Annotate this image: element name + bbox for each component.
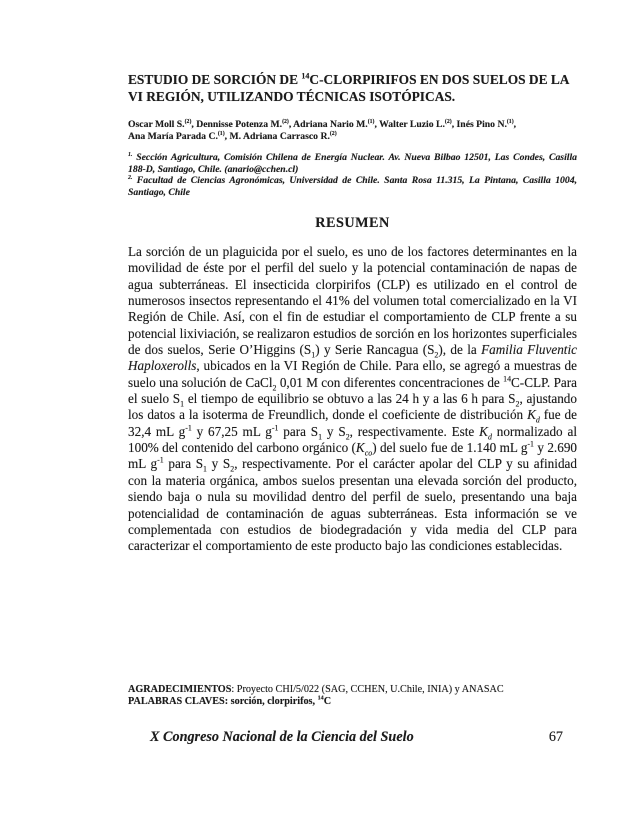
abstract-text: La sorción de un plaguicida por el suelo, es uno de los factores determinantes en la movilidad de éste por el perfil del suelo y la potencial contaminación de napas de agua subterráneas. El insecticida clorpirifos (CLP) es utilizado en el control de numerosos insectos representando el 41% del volumen total comercializado en la VI Región de Chile. Así, con el fin de estudiar el comportamiento de CLP frente a su potencial lixiviación, se realizaron estudios de sorción en los horizontes superficiales de dos suelos, Serie O’Higgins $(S_1)$ y Serie Rancagua $(S_2)$, de la Familia Fluventic Haploxerolls, ubicados en la VI Región de Chile. Para ello, se agregó a muestras de suelo una solución de CaCl$_2$ 0,01 M con diferentes concentraciones de $^{14}$C-CLP. Para el suelo $S_1$ el tiempo de equilibrio se obtuvo a las 24 h y a las 6 h para $S_2$, ajustando los datos a la isoterma de Freundlich, donde el coeficiente de distribución $K_d$ fue de 32,4 mL $g^{-1}$ y 67,25 mL $g^{-1}$ para $S_1$ y $S_2$, respectivamente. Este $K_d$ normalizado al 100% del contenido del carbono orgánico $(K_{co})$ del suelo fue de 1.140 mL $g^{-1}$ y 2.690 mL $g^{-1}$ para $S_1$ y $S_2$, respectivamente. Por el carácter apolar del CLP y su afinidad con la materia orgánica, ambos suelos presentan una elevada sorción del producto, siendo baja o nula su movilidad dentro del perfil de suelo, presentando una baja potencialidad de contaminación de aguas subterráneas. Esta información se ve complementada con estudios de biodegradación y vida media del CLP para caracterizar el comportamiento de este producto bajo las condiciones establecidas.: [128, 244, 577, 554]
affiliation-1: $^{1.}$ Sección Agricultura, Comisión Chilena de Energía Nuclear. Av. Nueva Bilbao 12501, Las Condes, Casilla 188-D, Santiago, Chile. (anario@cchen.cl): [128, 151, 577, 175]
conference-title: X Congreso Nacional de la Ciencia del Suelo: [150, 729, 414, 745]
author-list-line-1: Oscar Moll S.$^{(2)}$, Dennisse Potenza M.$^{(2)}$, Adriana Nario M.$^{(1)}$, Walter Luzio L.$^{(2)}$, Inés Pino N.$^{(1)}$,: [128, 118, 517, 130]
author-list-line-2: Ana María Parada C.$^{(1)}$, M. Adriana Carrasco R.$^{(2)}$: [128, 130, 337, 142]
paper-title: [128, 72, 577, 105]
author-list: [128, 119, 577, 142]
acknowledgements-line: AGRADECIMIENTOS: Proyecto CHI/5/022 (SAG, CCHEN, U.Chile, INIA) y ANASAC: [128, 684, 504, 695]
affiliations: [128, 152, 577, 198]
affiliation-2: $^{2.}$ Facultad de Ciencias Agronómicas, Universidad de Chile. Santa Rosa 11.315, La Pintana, Casilla 1004, Santiago, Chile: [128, 174, 577, 198]
page-footer: [150, 729, 563, 746]
paper-title-line-2: VI REGIÓN, UTILIZANDO TÉCNICAS ISOTÓPICAS.: [128, 88, 456, 104]
keywords-line: PALABRAS CLAVES: sorción, clorpirifos, $^{14}$C: [128, 695, 332, 708]
paper-title-line-1: ESTUDIO DE SORCIÓN DE $^{14}$C-CLORPIRIFOS EN DOS SUELOS DE LA: [128, 71, 570, 87]
page-number: 67: [548, 729, 563, 745]
meta-block: [128, 684, 577, 708]
abstract-heading: RESUMEN: [315, 215, 390, 231]
